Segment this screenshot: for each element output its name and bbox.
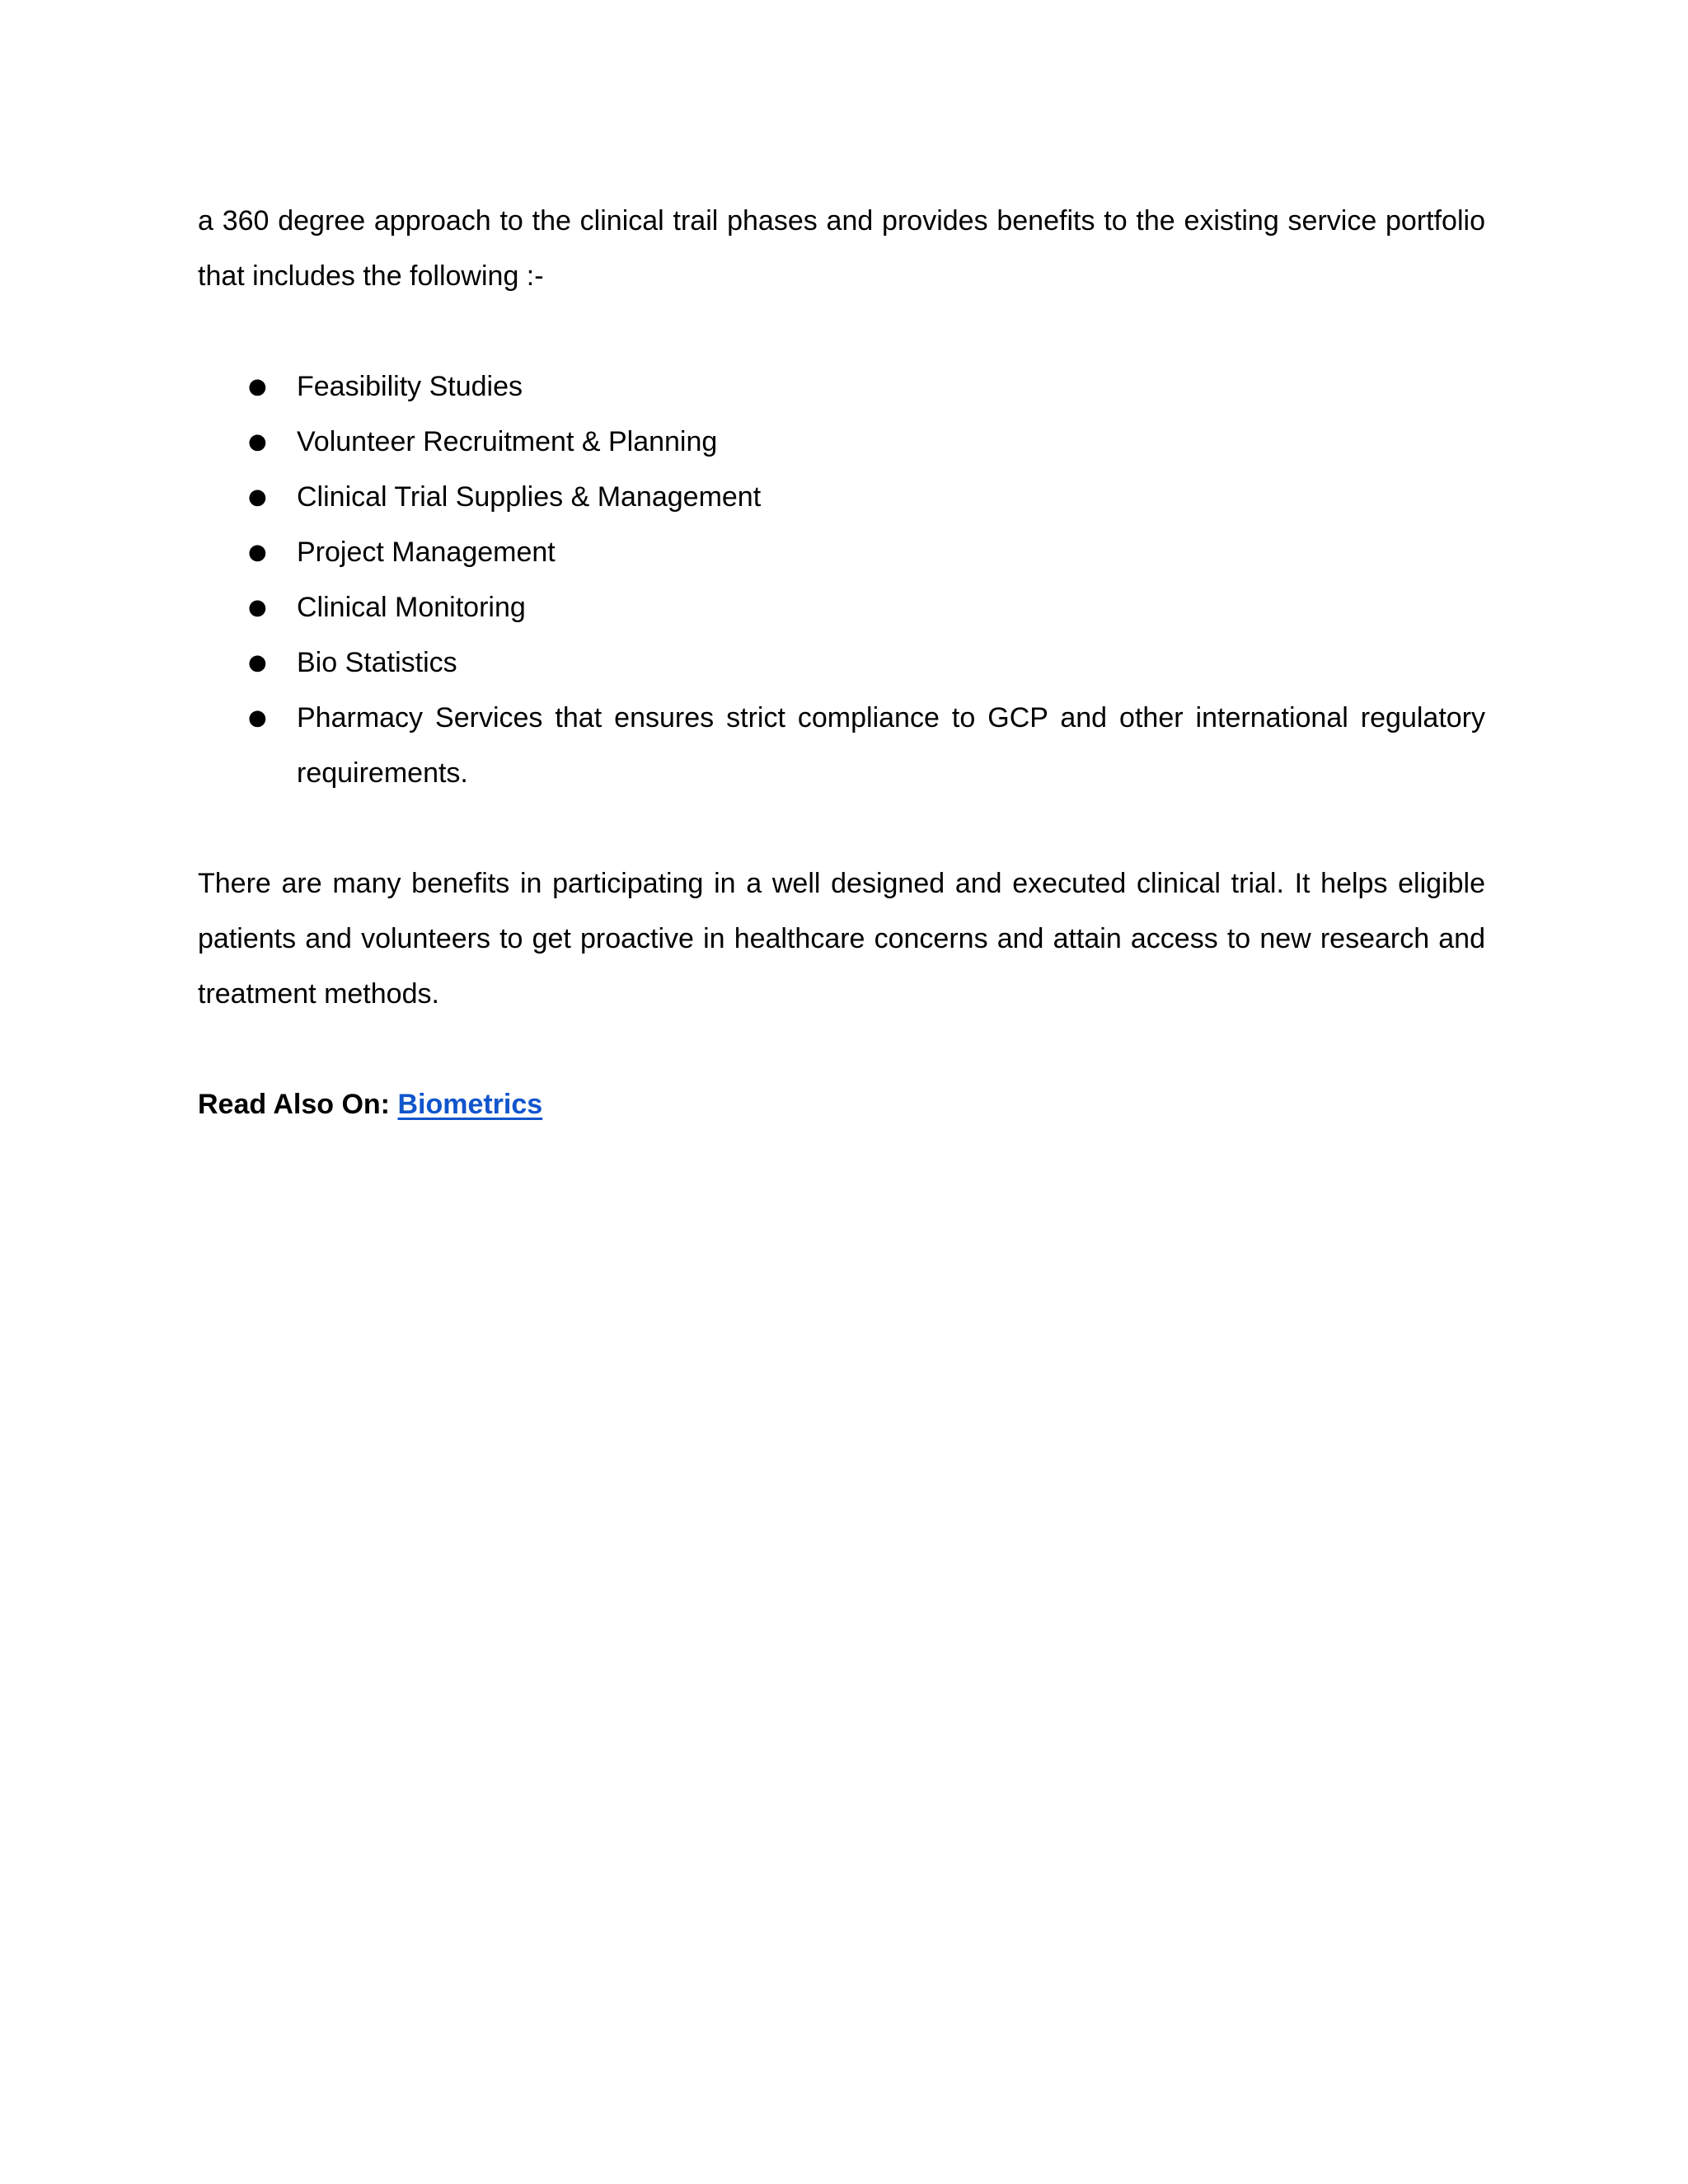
bullet-icon: ● <box>248 374 267 399</box>
list-item-text: Volunteer Recruitment & Planning <box>297 426 718 457</box>
bullet-icon: ● <box>248 650 267 675</box>
list-item-text: Feasibility Studies <box>297 371 523 402</box>
document-body <box>198 194 1485 1132</box>
list-item <box>198 525 1485 580</box>
read-also-label: Read Also On: <box>198 1089 390 1120</box>
list-item <box>198 470 1485 525</box>
list-item-text: Clinical Monitoring <box>297 592 526 623</box>
list-item <box>198 415 1485 470</box>
bullet-icon: ● <box>248 705 267 730</box>
spacer <box>198 1022 1485 1077</box>
bullet-icon: ● <box>248 540 267 565</box>
bullet-icon: ● <box>248 595 267 620</box>
service-list <box>198 359 1485 801</box>
list-item-text: Pharmacy Services that ensures strict compliance to GCP and other international regulatory requirements. <box>297 702 1485 789</box>
list-item-text: Bio Statistics <box>297 647 457 678</box>
list-item <box>198 359 1485 415</box>
intro-paragraph: a 360 degree approach to the clinical trail phases and provides benefits to the existing service portfolio that includes the following :- <box>198 205 1485 292</box>
bullet-icon: ● <box>248 485 267 509</box>
list-item <box>198 635 1485 691</box>
spacer <box>198 801 1485 856</box>
read-also-line <box>198 1077 1485 1132</box>
list-item-text: Clinical Trial Supplies & Management <box>297 481 762 513</box>
list-item-text: Project Management <box>297 537 556 568</box>
bullet-icon: ● <box>248 429 267 454</box>
biometrics-link[interactable]: Biometrics <box>397 1089 543 1120</box>
list-item <box>198 580 1485 635</box>
benefits-paragraph: There are many benefits in participating in a well designed and executed clinical trial. It helps eligible patients and volunteers to get proactive in healthcare concerns and attain access to new research and treatment methods. <box>198 868 1485 1010</box>
list-item <box>198 691 1485 801</box>
spacer <box>198 304 1485 359</box>
